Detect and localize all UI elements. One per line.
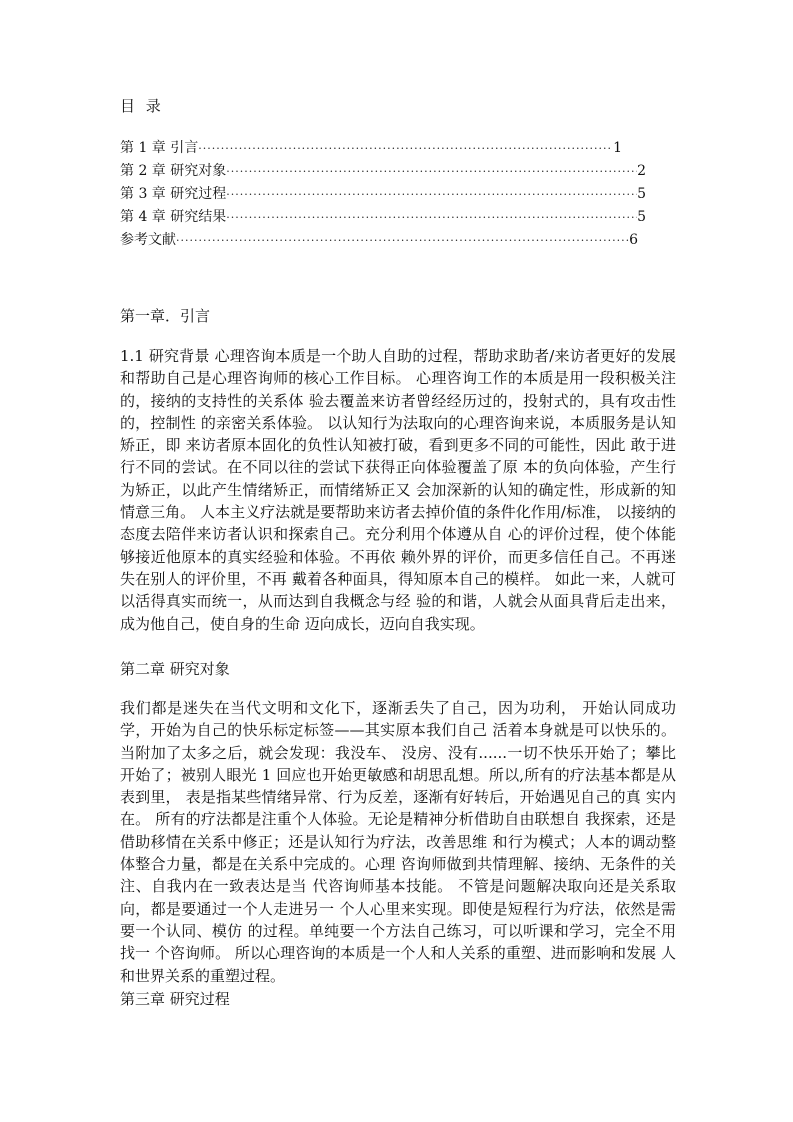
toc-entry-label: 第 2 章 研究对象 bbox=[120, 163, 227, 179]
toc-entry-label: 第 4 章 研究结果 bbox=[120, 209, 227, 225]
toc-leader-dots bbox=[226, 184, 637, 206]
chapter-2-paragraph: 我们都是迷失在当代文明和文化下，逐渐丢失了自己，因为功利， 开始认同成功学，开始为自己的快乐标定标签——其实原本我们自己 活着本身就是可以快乐的。当附加了太多之后，就会发现：我没车、 没房、没有......一切不快乐开始了；攀比开始了；被别人眼光 1 回应也开始更敏感和胡思乱想。所以,所有的疗法基本都是从表到里， 表是指某些情绪异常、行为反差，逐渐有好转后，开始遇见自己的真 实内在。 所有的疗法都是注重个人体验。无论是精神分析借助自由联想自 我探索，还是借助移情在关系中修正；还是认知行为疗法，改善思维 和行为模式；人本的调动整体整合力量，都是在关系中完成的。心理 咨询师做到共情理解、接纳、无条件的关注、自我内在一致表达是当 代咨询师基本技能。 不管是问题解决取向还是关系取向，都是要通过一个人走进另一 个人心里来实现。即使是短程行为疗法，依然是需要一个认同、模仿 的过程。单纯要一个方法自己练习，可以听课和学习，完全不用找一 个咨询师。 所以心理咨询的本质是一个人和人关系的重塑、进而影响和发展 人和世界关系的重塑过程。 bbox=[120, 699, 676, 985]
toc-leader-dots bbox=[198, 138, 613, 160]
chapter-1-paragraph: 1.1 研究背景 心理咨询本质是一个助人自助的过程，帮助求助者/来访者更好的发展和帮助自己是心理咨询师的核心工作目标。 心理咨询工作的本质是用一段积极关注的，接纳的支持性的关系体 验去覆盖来访者曾经经历过的，投射式的，具有攻击性的，控制性 的亲密关系体验。 以认知行为法取向的心理咨询来说，本质服务是认知矫正，即 来访者原本固化的负性认知被打破，看到更多不同的可能性，因此 敢于进行不同的尝试。在不同以往的尝试下获得正向体验覆盖了原 本的负向体验，产生行为矫正，以此产生情绪矫正，而情绪矫正又 会加深新的认知的确定性，形成新的知情意三角。 人本主义疗法就是要帮助来访者去掉价值的条件化作用/标准， 以接纳的态度去陪伴来访者认识和探索自己。充分利用个体遵从自 心的评价过程，使个体能够接近他原本的真实经验和体验。不再依 赖外界的评价，而更多信任自己。不再迷失在别人的评价里，不再 戴着各种面具，得知原本自己的模样。 如此一来，人就可以活得真实而统一，从而达到自我概念与经 验的和谐，人就会从面具背后走出来，成为他自己，使自身的生命 迈向成长，迈向自我实现。 bbox=[120, 347, 676, 633]
toc-leader-dots bbox=[176, 230, 629, 252]
table-of-contents bbox=[120, 137, 650, 252]
toc-entry-page: 6 bbox=[629, 232, 638, 248]
toc-leader-dots bbox=[226, 161, 637, 183]
toc-entry-page: 1 bbox=[613, 140, 622, 156]
chapter-2-heading: 第二章 研究对象 bbox=[120, 660, 230, 678]
toc-entry[interactable] bbox=[120, 206, 650, 229]
toc-leader-dots bbox=[226, 207, 637, 229]
toc-entry-page: 2 bbox=[637, 163, 646, 179]
toc-entry[interactable] bbox=[120, 137, 650, 160]
toc-entry-page: 5 bbox=[637, 186, 646, 202]
chapter-3-heading: 第三章 研究过程 bbox=[120, 990, 230, 1008]
chapter-1-heading: 第一章．引言 bbox=[120, 307, 211, 325]
toc-entry[interactable] bbox=[120, 160, 650, 183]
toc-entry-label: 参考文献 bbox=[120, 232, 176, 248]
toc-entry-label: 第 3 章 研究过程 bbox=[120, 186, 227, 202]
toc-title: 目 录 bbox=[120, 97, 164, 115]
toc-entry[interactable] bbox=[120, 229, 650, 252]
toc-entry-page: 5 bbox=[637, 209, 646, 225]
toc-entry-label: 第 1 章 引言 bbox=[120, 140, 199, 156]
toc-entry[interactable] bbox=[120, 183, 650, 206]
